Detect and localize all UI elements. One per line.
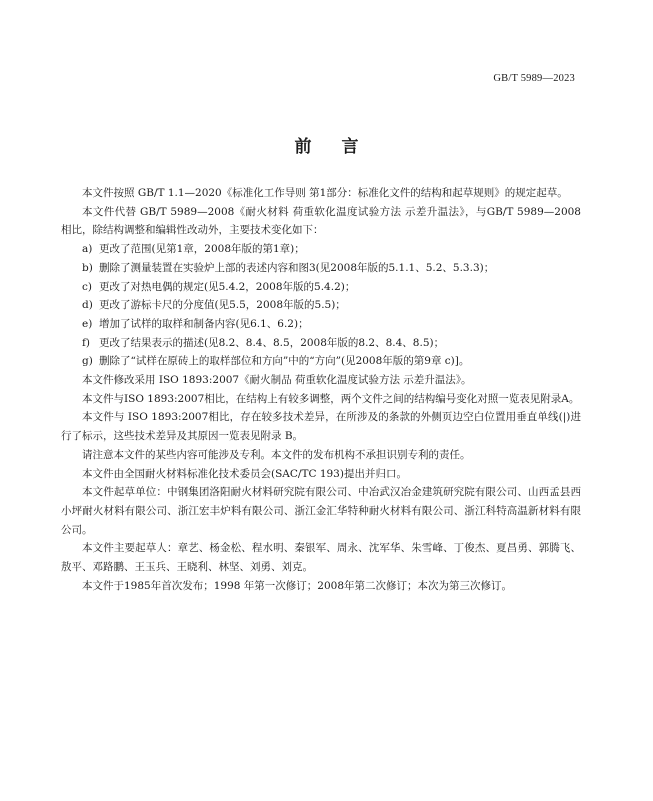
list-item-label: e) bbox=[82, 317, 93, 330]
list-item-label: a) bbox=[82, 243, 93, 256]
list-item bbox=[61, 296, 581, 315]
list-item bbox=[61, 315, 581, 334]
paragraph-patent-notice: 请注意本文件的某些内容可能涉及专利。本文件的发布机构不承担识别专利的责任。 bbox=[82, 448, 471, 461]
list-item-label: c) bbox=[82, 280, 92, 293]
paragraph-technical-differences: 本文件与 ISO 1893:2007相比，存在较多技术差异，在所涉及的条款的外侧页边空白位置用垂直单线(|)进行了标示，这些技术差异及其原因一览表见附录 B。 bbox=[61, 411, 581, 443]
paragraph-drafting-units: 本文件起草单位：中钢集团洛阳耐火材料研究院有限公司、中冶武汉冶金建筑研究院有限公司、山西孟县西小坪耐火材料有限公司、浙江宏丰炉料有限公司、浙江金汇华特种耐火材料有限公司、浙江科特高温新材料有限公司。 bbox=[61, 486, 581, 536]
list-item-label: g) bbox=[82, 355, 93, 368]
list-item-label: b) bbox=[82, 261, 93, 274]
list-item-text: 更改了结果表示的描述(见8.2、8.4、8.5，2008年版的8.2、8.4、8.5)； bbox=[99, 336, 445, 349]
paragraph-replacement: 本文件代替 GB/T 5989—2008《耐火材料 荷重软化温度试验方法 示差升温法》，与GB/T 5989—2008 相比，除结构调整和编辑性改动外，主要技术变化如下： bbox=[61, 205, 581, 237]
paragraph-iso-adoption: 本文件修改采用 ISO 1893:2007《耐火制品 荷重软化温度试验方法 示差升温法》。 bbox=[82, 374, 472, 387]
list-item-text: 增加了试样的取样和制备内容(见6.1、6.2)； bbox=[99, 317, 309, 330]
paragraph-drafting-rules: 本文件按照 GB/T 1.1—2020《标准化工作导则 第1部分：标准化文件的结构和起草规则》的规定起草。 bbox=[82, 187, 568, 199]
paragraph-drafters: 本文件主要起草人：章艺、杨金松、程水明、秦银军、周永、沈军华、朱雪峰、丁俊杰、夏昌勇、郭腾飞、敖平、邓路鹏、王玉兵、王晓利、林坚、刘勇、刘克。 bbox=[61, 542, 581, 574]
list-item bbox=[61, 334, 581, 353]
list-item-text: 删除了“试样在原砖上的取样部位和方向”中的“方向”(见2008年版的第9章 c)]。 bbox=[99, 355, 470, 368]
list-item-text: 更改了游标卡尺的分度值(见5.5，2008年版的5.5)； bbox=[99, 299, 346, 312]
changes-list bbox=[61, 240, 581, 371]
paragraph-structure-changes: 本文件与ISO 1893:2007相比，在结构上有较多调整，两个文件之间的结构编号变化对照一览表见附录A。 bbox=[82, 392, 580, 405]
list-item bbox=[61, 240, 581, 259]
paragraph-publication-history: 本文件于1985年首次发布；1998 年第一次修订；2008年第二次修订；本次为第三次修订。 bbox=[82, 579, 513, 592]
page-title: 前言 bbox=[294, 137, 389, 157]
list-item bbox=[61, 259, 581, 278]
list-item-label: d) bbox=[82, 299, 93, 312]
standard-code: GB/T 5989—2023 bbox=[493, 73, 575, 84]
paragraph-proposer: 本文件由全国耐火材料标准化技术委员会(SAC/TC 193)提出并归口。 bbox=[82, 467, 407, 480]
list-item-label: f) bbox=[82, 336, 90, 349]
foreword-body bbox=[61, 184, 581, 595]
list-item-text: 删除了测量装置在实验炉上部的表述内容和图3(见2008年版的5.1.1、5.2、5.3.3)； bbox=[99, 261, 495, 274]
list-item bbox=[61, 352, 581, 371]
list-item-text: 更改了对热电偶的规定(见5.4.2，2008年版的5.4.2)； bbox=[99, 280, 356, 293]
list-item-text: 更改了范围(见第1章，2008年版的第1章)； bbox=[99, 243, 305, 256]
list-item bbox=[61, 278, 581, 297]
